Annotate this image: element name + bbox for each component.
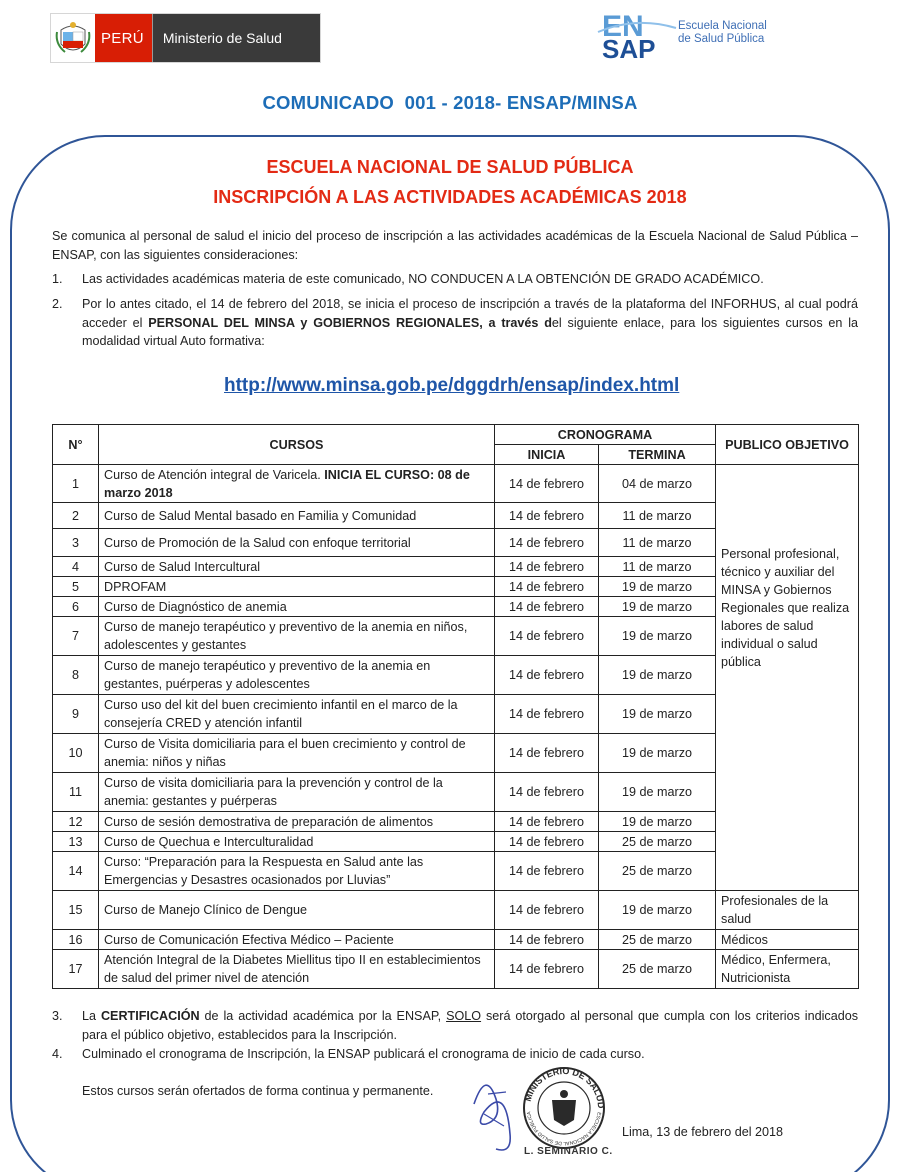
row-start: 14 de febrero: [495, 734, 599, 773]
row-start: 14 de febrero: [495, 695, 599, 734]
row-number: 6: [53, 597, 99, 617]
row-end: 19 de marzo: [599, 773, 716, 812]
coat-of-arms-icon: [51, 14, 95, 62]
point-3-part-c: de la actividad académica por la ENSAP,: [199, 1009, 447, 1023]
peru-ministry-logo: [50, 13, 321, 63]
row-end: 11 de marzo: [599, 529, 716, 557]
row-course: Curso de Manejo Clínico de Dengue: [99, 891, 495, 930]
point-3-number: 3.: [52, 1009, 63, 1023]
row-end: 04 de marzo: [599, 465, 716, 503]
point-1-text: Las actividades académicas materia de este comunicado, NO CONDUCEN A LA OBTENCIÓN DE GRADO ACADÉMICO.: [82, 272, 764, 286]
row-start: 14 de febrero: [495, 529, 599, 557]
row-start: 14 de febrero: [495, 465, 599, 503]
svg-text:SAP: SAP: [602, 34, 656, 62]
row-audience-group: Personal profesional, técnico y auxiliar del MINSA y Gobiernos Regionales que realiza labores de salud individual o salud pública: [716, 465, 859, 891]
point-3-text: [82, 1007, 858, 1044]
point-3-certificacion: CERTIFICACIÓN: [100, 1009, 200, 1023]
table-row: [53, 930, 859, 950]
point-4-text: Culminado el cronograma de Inscripción, la ENSAP publicará el cronograma de inicio de cada curso.: [82, 1047, 645, 1061]
header-inicia: INICIA: [495, 445, 599, 465]
row-start: 14 de febrero: [495, 557, 599, 577]
row-end: 19 de marzo: [599, 891, 716, 930]
row-number: 9: [53, 695, 99, 734]
row-number: 17: [53, 950, 99, 989]
title-line-2: INSCRIPCIÓN A LAS ACTIVIDADES ACADÉMICAS 2018: [213, 187, 687, 207]
stamp-ring-text: MINISTERIO DE SALUD: [522, 1065, 607, 1109]
table-row: [53, 950, 859, 989]
row-start: 14 de febrero: [495, 832, 599, 852]
table-row: [53, 891, 859, 930]
row-course: DPROFAM: [99, 577, 495, 597]
intro-paragraph: Se comunica al personal de salud el inicio del proceso de inscripción a las actividades académicas de la Escuela Nacional de Salud Pública – ENSAP, con las siguientes consideraciones:: [52, 229, 858, 262]
ensap-line2: de Salud Pública: [678, 33, 765, 45]
row-end: 25 de marzo: [599, 930, 716, 950]
course-start-note: INICIA EL CURSO: 08 de marzo 2018: [104, 467, 470, 500]
point-2-bold: PERSONAL DEL MINSA y GOBIERNOS REGIONALES, a través d: [148, 315, 552, 330]
row-end: 19 de marzo: [599, 812, 716, 832]
row-end: 11 de marzo: [599, 503, 716, 529]
row-start: 14 de febrero: [495, 930, 599, 950]
row-course: Curso de Quechua e Interculturalidad: [99, 832, 495, 852]
row-course: Curso de Comunicación Efectiva Médico – Paciente: [99, 930, 495, 950]
course-name: Curso de Atención integral de Varicela.: [104, 467, 325, 482]
row-end: 19 de marzo: [599, 734, 716, 773]
header-number: N°: [53, 425, 99, 465]
row-start: 14 de febrero: [495, 852, 599, 891]
row-course: Curso de manejo terapéutico y preventivo de la anemia en niños, adolescentes y gestantes: [99, 617, 495, 656]
row-start: 14 de febrero: [495, 656, 599, 695]
courses-table: [52, 424, 859, 989]
ministry-label: Ministerio de Salud: [152, 14, 320, 62]
header-publico: PUBLICO OBJETIVO: [716, 425, 859, 465]
row-number: 3: [53, 529, 99, 557]
point-1-number: 1.: [52, 272, 63, 286]
row-number: 8: [53, 656, 99, 695]
row-number: 13: [53, 832, 99, 852]
row-number: 16: [53, 930, 99, 950]
closing-note: Estos cursos serán ofertados de forma continua y permanente.: [82, 1084, 434, 1098]
point-2-number: 2.: [52, 297, 63, 311]
row-number: 15: [53, 891, 99, 930]
comunicado-title: COMUNICADO 001 - 2018- ENSAP/MINSA: [262, 92, 638, 113]
row-number: 4: [53, 557, 99, 577]
row-end: 19 de marzo: [599, 656, 716, 695]
inscription-link[interactable]: http://www.minsa.gob.pe/dggdrh/ensap/index.html: [224, 375, 680, 396]
point-4-number: 4.: [52, 1047, 63, 1061]
peru-label: PERÚ: [95, 14, 152, 62]
row-number: 7: [53, 617, 99, 656]
ensap-wordmark: [678, 20, 767, 46]
stamp-bottom-text: ESCUELA NACIONAL DE SALUD PÚBLICA: [526, 1111, 602, 1147]
signer-name: L. SEMINARIO C.: [524, 1146, 613, 1157]
row-end: 19 de marzo: [599, 617, 716, 656]
point-3-part-e: será otorgado al personal que cumpla con los criterios indicados para el público objetivo, establecidos para la Inscripción.: [82, 1009, 859, 1042]
row-course: [99, 465, 495, 503]
row-end: 19 de marzo: [599, 577, 716, 597]
row-audience: Médico, Enfermera, Nutricionista: [716, 950, 859, 989]
document-date: Lima, 13 de febrero del 2018: [622, 1125, 784, 1139]
point-2-part-b: el siguiente enlace, para los siguientes cursos en la modalidad virtual Auto formativa:: [82, 315, 859, 348]
ensap-logo: [596, 2, 796, 62]
point-2-text: [82, 295, 858, 351]
header-cursos: CURSOS: [99, 425, 495, 465]
row-audience: Profesionales de la salud: [716, 891, 859, 930]
row-course: Curso de Promoción de la Salud con enfoque territorial: [99, 529, 495, 557]
row-course: Curso de Salud Intercultural: [99, 557, 495, 577]
row-end: 11 de marzo: [599, 557, 716, 577]
svg-text:EN: EN: [602, 10, 644, 43]
row-start: 14 de febrero: [495, 503, 599, 529]
row-course: Curso de manejo terapéutico y preventivo de la anemia en gestantes, puérperas y adolescentes: [99, 656, 495, 695]
title-line-1: ESCUELA NACIONAL DE SALUD PÚBLICA: [266, 157, 634, 177]
row-end: 25 de marzo: [599, 832, 716, 852]
row-number: 10: [53, 734, 99, 773]
row-number: 5: [53, 577, 99, 597]
header-cronograma: CRONOGRAMA: [495, 425, 716, 445]
ensap-mark-icon: [596, 2, 680, 62]
row-course: Curso de Salud Mental basado en Familia y Comunidad: [99, 503, 495, 529]
header-termina: TERMINA: [599, 445, 716, 465]
point-3-part-a: La: [82, 1009, 101, 1023]
row-number: 14: [53, 852, 99, 891]
row-course: Curso de visita domiciliaria para la prevención y control de la anemia: gestantes y puérperas: [99, 773, 495, 812]
row-end: 25 de marzo: [599, 852, 716, 891]
document-title: [0, 152, 900, 212]
row-start: 14 de febrero: [495, 617, 599, 656]
row-end: 25 de marzo: [599, 950, 716, 989]
row-course: Atención Integral de la Diabetes Miellitus tipo II en establecimientos de salud del primer nivel de atención: [99, 950, 495, 989]
row-course: Curso: “Preparación para la Respuesta en Salud ante las Emergencias y Desastres ocasionados por Lluvias”: [99, 852, 495, 891]
ensap-line1: Escuela Nacional: [678, 20, 767, 32]
row-start: 14 de febrero: [495, 773, 599, 812]
row-course: Curso uso del kit del buen crecimiento infantil en el marco de la consejería CRED y atención infantil: [99, 695, 495, 734]
table-row: [53, 465, 859, 503]
row-end: 19 de marzo: [599, 597, 716, 617]
row-number: 12: [53, 812, 99, 832]
row-number: 2: [53, 503, 99, 529]
row-start: 14 de febrero: [495, 577, 599, 597]
row-end: 19 de marzo: [599, 695, 716, 734]
row-start: 14 de febrero: [495, 891, 599, 930]
row-number: 1: [53, 465, 99, 503]
row-start: 14 de febrero: [495, 812, 599, 832]
row-start: 14 de febrero: [495, 950, 599, 989]
row-course: Curso de Visita domiciliaria para el buen crecimiento y control de anemia: niños y niñas: [99, 734, 495, 773]
point-2-part-a: Por lo antes citado, el 14 de febrero del 2018, se inicia el proceso de inscripción a través de la plataforma del INFORHUS, al cual podrá acceder el: [82, 297, 858, 330]
row-course: Curso de Diagnóstico de anemia: [99, 597, 495, 617]
row-course: Curso de sesión demostrativa de preparación de alimentos: [99, 812, 495, 832]
row-audience: Médicos: [716, 930, 859, 950]
row-number: 11: [53, 773, 99, 812]
point-3-solo: SOLO: [446, 1009, 482, 1023]
row-start: 14 de febrero: [495, 597, 599, 617]
